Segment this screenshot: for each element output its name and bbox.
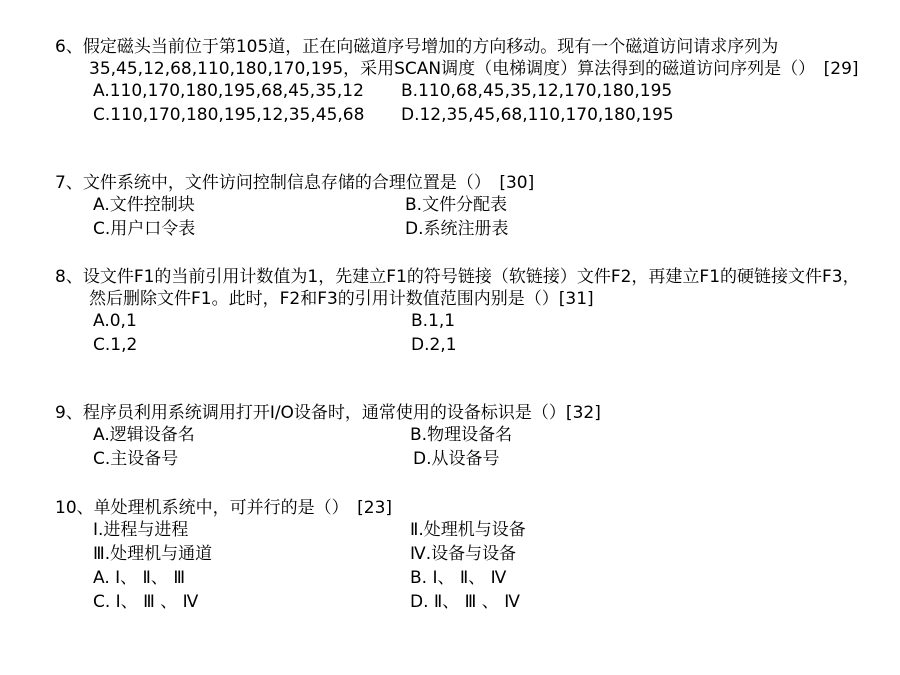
options-row — [55, 80, 865, 104]
question-stem: 9、程序员利用系统调用打开I/O设备时，通常使用的设备标识是（）[32] — [55, 403, 601, 423]
statements-row — [55, 519, 865, 543]
option-a[interactable]: A.文件控制块 — [93, 195, 195, 215]
option-b[interactable]: B. Ⅰ、 Ⅱ、 Ⅳ — [410, 568, 507, 588]
options-row — [55, 194, 865, 218]
question-9 — [55, 402, 865, 472]
option-d[interactable]: D.12,35,45,68,110,170,180,195 — [401, 105, 674, 125]
option-d[interactable]: D.系统注册表 — [405, 219, 509, 239]
option-d[interactable]: D.2,1 — [411, 335, 457, 355]
option-d[interactable]: D.从设备号 — [413, 449, 500, 469]
question-6 — [55, 36, 865, 128]
option-a[interactable]: A.0,1 — [93, 311, 137, 331]
option-d[interactable]: D. Ⅱ、 Ⅲ 、 Ⅳ — [410, 592, 520, 612]
question-stem: 6、假定磁头当前位于第105道，正在向磁道序号增加的方向移动。现有一个磁道访问请求序列为35,45,12,68,110,180,170,195，采用SCAN调度（电梯调度）算法得到的磁道访问序列是（） [29] — [55, 37, 859, 79]
options-row — [55, 448, 865, 472]
options-row — [55, 334, 865, 358]
option-c[interactable]: C.主设备号 — [93, 449, 179, 469]
statement-iv: Ⅳ.设备与设备 — [410, 544, 517, 564]
question-stem: 10、单处理机系统中，可并行的是（） [23] — [55, 498, 393, 518]
options-row — [55, 104, 865, 128]
option-c[interactable]: C.110,170,180,195,12,35,45,68 — [93, 105, 365, 125]
options-row — [55, 591, 865, 615]
statements-row — [55, 543, 865, 567]
option-c[interactable]: C.1,2 — [93, 335, 138, 355]
option-b[interactable]: B.物理设备名 — [410, 425, 513, 445]
option-b[interactable]: B.110,68,45,35,12,170,180,195 — [401, 81, 673, 101]
question-7 — [55, 172, 865, 242]
statement-i: Ⅰ.进程与进程 — [93, 520, 189, 540]
option-a[interactable]: A.逻辑设备名 — [93, 425, 195, 445]
options-row — [55, 310, 865, 334]
options-row — [55, 424, 865, 448]
option-b[interactable]: B.1,1 — [411, 311, 456, 331]
statement-iii: Ⅲ.处理机与通道 — [93, 544, 213, 564]
statement-ii: Ⅱ.处理机与设备 — [410, 520, 526, 540]
options-row — [55, 567, 865, 591]
question-8 — [55, 266, 865, 358]
option-a[interactable]: A.110,170,180,195,68,45,35,12 — [93, 81, 364, 101]
option-a[interactable]: A. Ⅰ、 Ⅱ、 Ⅲ — [93, 568, 186, 588]
options-row — [55, 218, 865, 242]
option-c[interactable]: C. Ⅰ、 Ⅲ 、 Ⅳ — [93, 592, 199, 612]
option-b[interactable]: B.文件分配表 — [405, 195, 508, 215]
question-stem: 7、文件系统中，文件访问控制信息存储的合理位置是（） [30] — [55, 173, 535, 193]
option-c[interactable]: C.用户口令表 — [93, 219, 196, 239]
question-10 — [55, 497, 865, 615]
question-stem: 8、设文件F1的当前引用计数值为1，先建立F1的符号链接（软链接）文件F2，再建立F1的硬链接文件F3，然后删除文件F1。此时，F2和F3的引用计数值范围内别是（）[31] — [55, 267, 860, 309]
